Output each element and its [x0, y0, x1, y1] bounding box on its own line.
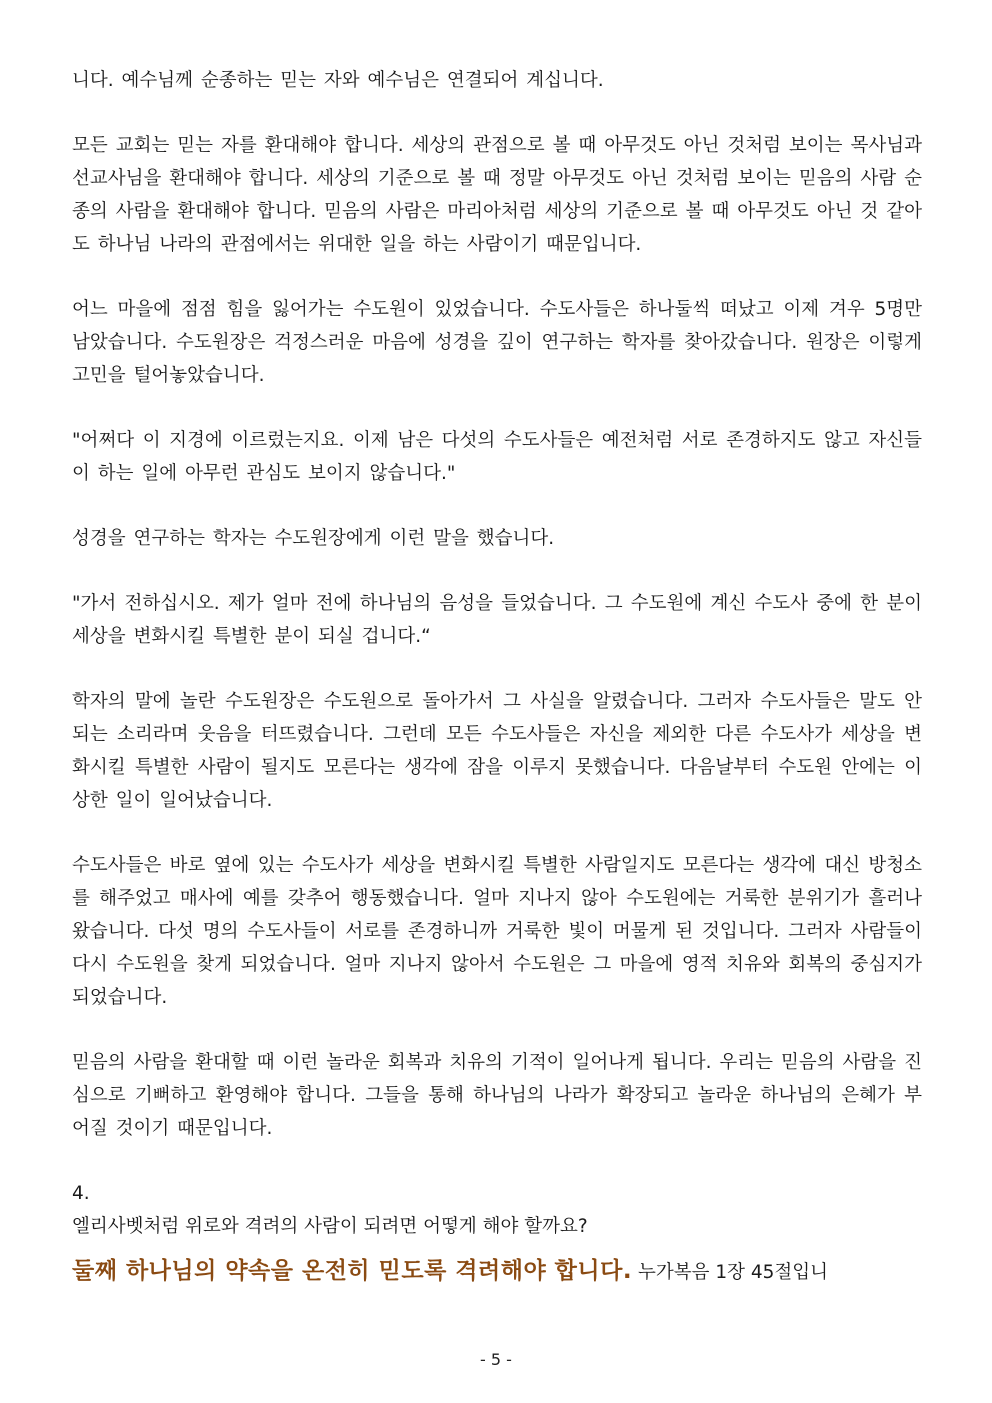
paragraph: "어쩌다 이 지경에 이르렀는지요. 이제 남은 다섯의 수도사들은 예전처럼 서로 존경하지도 않고 자신들이 하는 일에 아무런 관심도 보이지 않습니다.": [72, 430, 922, 484]
paragraph: 모든 교회는 믿는 자를 환대해야 합니다. 세상의 관점으로 볼 때 아무것도 아닌 것처럼 보이는 목사님과 선교사님을 환대해야 합니다. 세상의 기준으로 볼 때 정말 아무것도 아닌 것처럼 보이는 믿음의 사람 순종의 사람을 환대해야 합니다. 믿음의 사람은 마리아처럼 세상의 기준으로 볼 때 아무것도 아닌 것 같아도 하나님 나라의 관점에서는 위대한 일을 하는 사람이기 때문입니다.: [72, 135, 922, 255]
paragraph: "가서 전하십시오. 제가 얼마 전에 하나님의 음성을 들었습니다. 그 수도원에 계신 수도사 중에 한 분이 세상을 변화시킬 특별한 분이 되실 겁니다.“: [72, 593, 922, 647]
emphasis-line: [72, 1255, 922, 1289]
emphasis-continuation: 누가복음 1장 45절입니: [632, 1262, 828, 1283]
paragraph: 니다. 예수님께 순종하는 믿는 자와 예수님은 연결되어 계십니다.: [72, 70, 604, 91]
document-body: [72, 64, 922, 1289]
paragraph: 믿음의 사람을 환대할 때 이런 놀라운 회복과 치유의 기적이 일어나게 됩니다. 우리는 믿음의 사람을 진심으로 기뻐하고 환영해야 합니다. 그들을 통해 하나님의 나라가 확장되고 놀라운 하나님의 은혜가 부어질 것이기 때문입니다.: [72, 1052, 922, 1139]
section-question: 엘리사벳처럼 위로와 격려의 사람이 되려면 어떻게 해야 할까요?: [72, 1216, 588, 1237]
page-number: - 5 -: [480, 1350, 512, 1369]
paragraph: 수도사들은 바로 옆에 있는 수도사가 세상을 변화시킬 특별한 사람일지도 모른다는 생각에 대신 방청소를 해주었고 매사에 예를 갖추어 행동했습니다. 얼마 지나지 않아 수도원에는 거룩한 분위기가 흘러나왔습니다. 다섯 명의 수도사들이 서로를 존경하니까 거룩한 빛이 머물게 된 것입니다. 그러자 사람들이 다시 수도원을 찾게 되었습니다. 얼마 지나지 않아서 수도원은 그 마을에 영적 치유와 회복의 중심지가 되었습니다.: [72, 855, 922, 1008]
paragraph: 어느 마을에 점점 힘을 잃어가는 수도원이 있었습니다. 수도사들은 하나둘씩 떠났고 이제 겨우 5명만 남았습니다. 수도원장은 걱정스러운 마음에 성경을 깊이 연구하는 학자를 찾아갔습니다. 원장은 이렇게 고민을 털어놓았습니다.: [72, 299, 922, 386]
section-number: 4.: [72, 1183, 90, 1204]
emphasis-heading: 둘째 하나님의 약속을 온전히 믿도록 격려해야 합니다.: [72, 1258, 633, 1284]
paragraph: 성경을 연구하는 학자는 수도원장에게 이런 말을 했습니다.: [72, 528, 555, 549]
paragraph: 학자의 말에 놀란 수도원장은 수도원으로 돌아가서 그 사실을 알렸습니다. 그러자 수도사들은 말도 안 되는 소리라며 웃음을 터뜨렸습니다. 그런데 모든 수도사들은 자신을 제외한 다른 수도사가 세상을 변화시킬 특별한 사람이 될지도 모른다는 생각에 잠을 이루지 못했습니다. 다음날부터 수도원 안에는 이상한 일이 일어났습니다.: [72, 691, 922, 811]
